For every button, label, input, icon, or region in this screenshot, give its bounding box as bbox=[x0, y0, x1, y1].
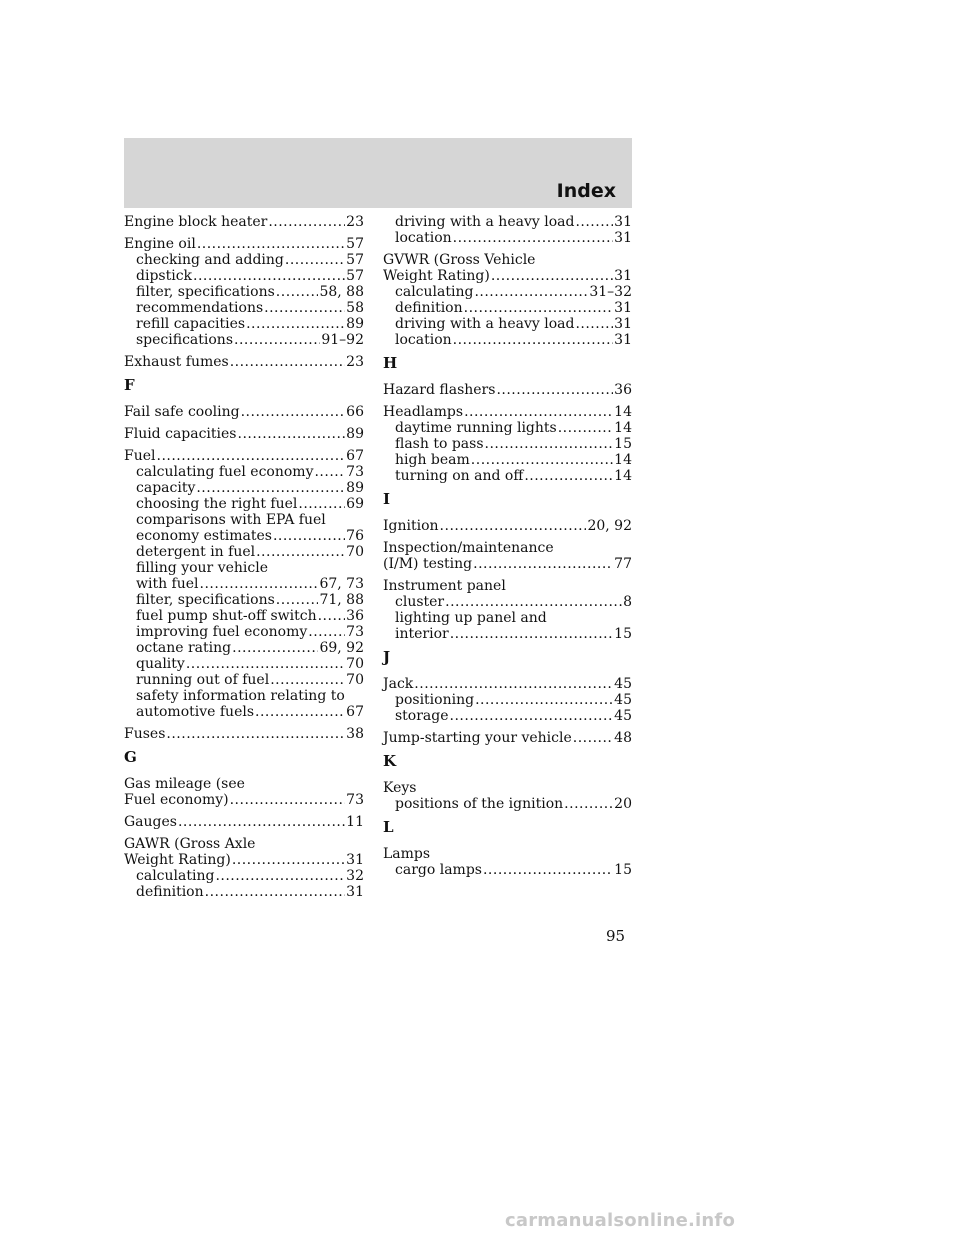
index-page-ref: 31 bbox=[346, 884, 364, 900]
dot-leader bbox=[475, 692, 613, 708]
index-term: Gas mileage (see bbox=[124, 776, 245, 792]
index-page-ref: 70 bbox=[346, 672, 364, 688]
index-term: octane rating bbox=[136, 640, 232, 656]
index-entry bbox=[124, 214, 364, 230]
dot-leader bbox=[256, 544, 345, 560]
index-page-ref: 57 bbox=[346, 252, 364, 268]
index-entry bbox=[383, 578, 632, 642]
index-page-ref: 73 bbox=[346, 624, 364, 640]
index-term: filling your vehicle bbox=[136, 560, 268, 576]
dot-leader bbox=[255, 704, 345, 720]
index-subentry-line bbox=[124, 316, 364, 332]
index-page-ref: 76 bbox=[346, 528, 364, 544]
index-subentry-line bbox=[124, 464, 364, 480]
index-term: Weight Rating) bbox=[383, 268, 490, 284]
index-page-ref: 31 bbox=[614, 268, 632, 284]
index-term: specifications bbox=[136, 332, 234, 348]
index-term: filter, specifications bbox=[136, 592, 275, 608]
index-term: Weight Rating) bbox=[124, 852, 231, 868]
dot-leader bbox=[573, 730, 613, 746]
index-term: cluster bbox=[395, 594, 445, 610]
index-subentry-line bbox=[124, 640, 364, 656]
dot-leader bbox=[246, 316, 345, 332]
section-letter: K bbox=[383, 752, 397, 770]
dot-leader bbox=[308, 624, 345, 640]
watermark: carmanualsonline.info bbox=[505, 1210, 736, 1231]
index-page-ref: 66 bbox=[346, 404, 364, 420]
section-letter: F bbox=[124, 376, 135, 394]
index-page-ref: 8 bbox=[623, 594, 632, 610]
index-term: Fluid capacities bbox=[124, 426, 237, 442]
dot-leader bbox=[186, 656, 345, 672]
index-entry-line bbox=[383, 730, 632, 746]
dot-leader bbox=[464, 300, 614, 316]
dot-leader bbox=[464, 404, 613, 420]
index-entry-line bbox=[383, 578, 632, 594]
index-page-ref: 58 bbox=[346, 300, 364, 316]
index-term: Hazard flashers bbox=[383, 382, 496, 398]
dot-leader bbox=[232, 852, 345, 868]
index-entry bbox=[124, 354, 364, 370]
dot-leader bbox=[234, 332, 320, 348]
index-entry-line bbox=[124, 404, 364, 420]
dot-leader bbox=[318, 608, 346, 624]
index-subentry-line bbox=[383, 316, 632, 332]
index-subentry-line bbox=[124, 300, 364, 316]
index-entry bbox=[124, 404, 364, 420]
index-page-ref: 69, 92 bbox=[319, 640, 364, 656]
dot-leader bbox=[197, 236, 345, 252]
index-page-ref: 20, 92 bbox=[587, 518, 632, 534]
dot-leader bbox=[314, 464, 345, 480]
index-page-ref: 11 bbox=[346, 814, 364, 830]
index-term: location bbox=[395, 230, 452, 246]
index-subentry-line bbox=[383, 332, 632, 348]
index-entry bbox=[383, 252, 632, 348]
index-entry bbox=[383, 730, 632, 746]
index-entry-line bbox=[124, 354, 364, 370]
index-subentry-line bbox=[124, 252, 364, 268]
dot-leader bbox=[575, 316, 613, 332]
dot-leader bbox=[200, 576, 319, 592]
index-entry-line bbox=[383, 556, 632, 572]
index-entry bbox=[124, 448, 364, 720]
index-page-ref: 31 bbox=[614, 230, 632, 246]
dot-leader bbox=[276, 592, 319, 608]
index-entry-line bbox=[383, 846, 632, 862]
index-page-ref: 23 bbox=[346, 214, 364, 230]
index-subentry-line bbox=[383, 300, 632, 316]
index-page-ref: 77 bbox=[614, 556, 632, 572]
index-entry-line bbox=[383, 382, 632, 398]
index-term: fuel pump shut-off switch bbox=[136, 608, 317, 624]
index-entry-line bbox=[124, 792, 364, 808]
index-term: Jack bbox=[383, 676, 414, 692]
index-term: Fuel economy) bbox=[124, 792, 229, 808]
index-column-left bbox=[124, 214, 364, 906]
dot-leader bbox=[298, 496, 345, 512]
index-page-ref: 71, 88 bbox=[319, 592, 364, 608]
section-header bbox=[124, 138, 632, 208]
index-page-ref: 15 bbox=[614, 862, 632, 878]
index-term: Engine oil bbox=[124, 236, 196, 252]
dot-leader bbox=[270, 672, 345, 688]
index-term: GAWR (Gross Axle bbox=[124, 836, 256, 852]
index-subentry-line bbox=[124, 284, 364, 300]
index-entry bbox=[383, 214, 632, 246]
index-term: safety information relating to bbox=[136, 688, 345, 704]
section-letter: L bbox=[383, 818, 394, 836]
index-subentry-line bbox=[124, 512, 364, 528]
index-subentry-line bbox=[124, 608, 364, 624]
dot-leader bbox=[496, 382, 613, 398]
dot-leader bbox=[453, 230, 614, 246]
index-entry bbox=[124, 726, 364, 742]
dot-leader bbox=[564, 796, 613, 812]
index-entry bbox=[383, 382, 632, 398]
index-entry bbox=[383, 780, 632, 812]
index-page-ref: 20 bbox=[614, 796, 632, 812]
dot-leader bbox=[440, 518, 587, 534]
dot-leader bbox=[230, 792, 346, 808]
index-term: high beam bbox=[395, 452, 470, 468]
dot-leader bbox=[414, 676, 613, 692]
index-entry-line bbox=[124, 814, 364, 830]
index-term: quality bbox=[136, 656, 185, 672]
index-subentry-line bbox=[124, 884, 364, 900]
index-subentry-line bbox=[124, 544, 364, 560]
index-page-ref: 89 bbox=[346, 316, 364, 332]
index-subentry-line bbox=[383, 692, 632, 708]
index-term: cargo lamps bbox=[395, 862, 482, 878]
index-page-ref: 70 bbox=[346, 544, 364, 560]
index-term: checking and adding bbox=[136, 252, 284, 268]
index-term: turning on and off bbox=[395, 468, 524, 484]
dot-leader bbox=[232, 640, 318, 656]
index-subentry-line bbox=[383, 610, 632, 626]
index-page-ref: 14 bbox=[614, 404, 632, 420]
index-entry-line bbox=[124, 448, 364, 464]
index-term: choosing the right fuel bbox=[136, 496, 298, 512]
index-term: calculating bbox=[395, 284, 474, 300]
index-column-right bbox=[383, 214, 632, 884]
index-term: Headlamps bbox=[383, 404, 464, 420]
dot-leader bbox=[193, 268, 345, 284]
index-entry-line bbox=[124, 236, 364, 252]
index-page-ref: 31 bbox=[614, 300, 632, 316]
dot-leader bbox=[230, 354, 345, 370]
index-subentry-line bbox=[124, 688, 364, 704]
index-term: comparisons with EPA fuel bbox=[136, 512, 326, 528]
dot-leader bbox=[474, 284, 588, 300]
index-term: Jump-starting your vehicle bbox=[383, 730, 572, 746]
index-term: Exhaust fumes bbox=[124, 354, 229, 370]
index-page-ref: 23 bbox=[346, 354, 364, 370]
index-subentry-line bbox=[124, 268, 364, 284]
dot-leader bbox=[471, 452, 613, 468]
index-page-ref: 67 bbox=[346, 448, 364, 464]
index-subentry-line bbox=[124, 528, 364, 544]
dot-leader bbox=[485, 436, 614, 452]
section-letter: J bbox=[383, 648, 391, 666]
index-term: recommendations bbox=[136, 300, 264, 316]
index-term: refill capacities bbox=[136, 316, 246, 332]
index-subentry-line bbox=[383, 230, 632, 246]
index-entry-line bbox=[383, 540, 632, 556]
index-entry bbox=[383, 404, 632, 484]
index-entry bbox=[124, 776, 364, 808]
dot-leader bbox=[273, 528, 345, 544]
dot-leader bbox=[196, 480, 345, 496]
index-subentry-line bbox=[383, 214, 632, 230]
index-page-ref: 89 bbox=[346, 480, 364, 496]
index-term: with fuel bbox=[136, 576, 199, 592]
index-subentry-line bbox=[383, 420, 632, 436]
index-term: economy estimates bbox=[136, 528, 272, 544]
index-entry-line bbox=[124, 836, 364, 852]
index-subentry-line bbox=[124, 704, 364, 720]
index-term: storage bbox=[395, 708, 449, 724]
dot-leader bbox=[445, 594, 622, 610]
index-page-ref: 67, 73 bbox=[319, 576, 364, 592]
index-page-ref: 70 bbox=[346, 656, 364, 672]
index-subentry-line bbox=[124, 560, 364, 576]
index-term: positioning bbox=[395, 692, 475, 708]
index-entry bbox=[124, 836, 364, 900]
index-term: Fuses bbox=[124, 726, 166, 742]
dot-leader bbox=[238, 426, 346, 442]
index-page-ref: 31–32 bbox=[589, 284, 632, 300]
index-term: filter, specifications bbox=[136, 284, 275, 300]
dot-leader bbox=[285, 252, 345, 268]
index-term: Inspection/maintenance bbox=[383, 540, 554, 556]
index-term: definition bbox=[395, 300, 463, 316]
dot-leader bbox=[215, 868, 345, 884]
index-term: automotive fuels bbox=[136, 704, 255, 720]
dot-leader bbox=[575, 214, 613, 230]
dot-leader bbox=[453, 332, 614, 348]
index-entry-line bbox=[383, 268, 632, 284]
index-page-ref: 31 bbox=[614, 214, 632, 230]
dot-leader bbox=[473, 556, 613, 572]
index-term: Fuel bbox=[124, 448, 156, 464]
index-term: detergent in fuel bbox=[136, 544, 256, 560]
index-term: Ignition bbox=[383, 518, 439, 534]
index-term: Engine block heater bbox=[124, 214, 268, 230]
index-subentry-line bbox=[383, 284, 632, 300]
index-term: lighting up panel and bbox=[395, 610, 547, 626]
dot-leader bbox=[524, 468, 613, 484]
index-term: positions of the ignition bbox=[395, 796, 564, 812]
index-entry-line bbox=[383, 780, 632, 796]
index-entry-line bbox=[383, 676, 632, 692]
index-page-ref: 32 bbox=[346, 868, 364, 884]
index-page-ref: 31 bbox=[614, 316, 632, 332]
index-entry bbox=[383, 518, 632, 534]
index-subentry-line bbox=[383, 862, 632, 878]
page-number: 95 bbox=[606, 927, 626, 945]
index-term: calculating bbox=[136, 868, 215, 884]
index-subentry-line bbox=[124, 496, 364, 512]
index-subentry-line bbox=[124, 576, 364, 592]
index-subentry-line bbox=[124, 592, 364, 608]
index-page-ref: 36 bbox=[614, 382, 632, 398]
index-term: dipstick bbox=[136, 268, 193, 284]
index-term: driving with a heavy load bbox=[395, 316, 575, 332]
index-page-ref: 73 bbox=[346, 464, 364, 480]
index-term: Lamps bbox=[383, 846, 431, 862]
dot-leader bbox=[558, 420, 613, 436]
index-page-ref: 67 bbox=[346, 704, 364, 720]
index-entry-line bbox=[383, 252, 632, 268]
index-entry-line bbox=[124, 426, 364, 442]
dot-leader bbox=[450, 626, 613, 642]
dot-leader bbox=[178, 814, 345, 830]
index-subentry-line bbox=[383, 796, 632, 812]
index-term: definition bbox=[136, 884, 204, 900]
index-page-ref: 45 bbox=[614, 676, 632, 692]
dot-leader bbox=[241, 404, 346, 420]
index-page-ref: 14 bbox=[614, 420, 632, 436]
index-page-ref: 57 bbox=[346, 268, 364, 284]
dot-leader bbox=[491, 268, 613, 284]
index-page-ref: 89 bbox=[346, 426, 364, 442]
section-letter: H bbox=[383, 354, 398, 372]
index-entry bbox=[124, 236, 364, 348]
index-term: interior bbox=[395, 626, 449, 642]
index-subentry-line bbox=[383, 708, 632, 724]
index-subentry-line bbox=[124, 480, 364, 496]
index-page-ref: 36 bbox=[346, 608, 364, 624]
index-entry-line bbox=[124, 852, 364, 868]
index-page-ref: 15 bbox=[614, 626, 632, 642]
index-page-ref: 45 bbox=[614, 692, 632, 708]
index-term: capacity bbox=[136, 480, 196, 496]
dot-leader bbox=[450, 708, 614, 724]
index-term: running out of fuel bbox=[136, 672, 270, 688]
index-subentry-line bbox=[124, 672, 364, 688]
index-term: Keys bbox=[383, 780, 417, 796]
dot-leader bbox=[264, 300, 345, 316]
index-term: (I/M) testing bbox=[383, 556, 473, 572]
index-term: flash to pass bbox=[395, 436, 484, 452]
index-page-ref: 48 bbox=[614, 730, 632, 746]
index-entry bbox=[383, 676, 632, 724]
index-entry-line bbox=[383, 404, 632, 420]
index-subentry-line bbox=[124, 624, 364, 640]
index-page-ref: 31 bbox=[346, 852, 364, 868]
index-subentry-line bbox=[383, 594, 632, 610]
index-entry-line bbox=[124, 214, 364, 230]
index-page-ref: 14 bbox=[614, 452, 632, 468]
index-term: Gauges bbox=[124, 814, 177, 830]
index-entry bbox=[124, 814, 364, 830]
dot-leader bbox=[166, 726, 345, 742]
index-page-ref: 31 bbox=[614, 332, 632, 348]
index-term: driving with a heavy load bbox=[395, 214, 575, 230]
index-page-ref: 58, 88 bbox=[319, 284, 364, 300]
dot-leader bbox=[483, 862, 613, 878]
index-term: Fail safe cooling bbox=[124, 404, 240, 420]
index-term: improving fuel economy bbox=[136, 624, 308, 640]
section-letter: I bbox=[383, 490, 391, 508]
index-page-ref: 45 bbox=[614, 708, 632, 724]
section-letter: G bbox=[124, 748, 137, 766]
index-subentry-line bbox=[383, 468, 632, 484]
index-subentry-line bbox=[383, 626, 632, 642]
index-term: daytime running lights bbox=[395, 420, 557, 436]
index-subentry-line bbox=[124, 656, 364, 672]
dot-leader bbox=[276, 284, 319, 300]
index-term: location bbox=[395, 332, 452, 348]
index-entry bbox=[383, 540, 632, 572]
index-page-ref: 38 bbox=[346, 726, 364, 742]
index-page-ref: 15 bbox=[614, 436, 632, 452]
index-entry bbox=[383, 846, 632, 878]
index-term: calculating fuel economy bbox=[136, 464, 314, 480]
index-entry-line bbox=[383, 518, 632, 534]
index-entry-line bbox=[124, 726, 364, 742]
dot-leader bbox=[268, 214, 345, 230]
index-term: GVWR (Gross Vehicle bbox=[383, 252, 536, 268]
index-subentry-line bbox=[124, 868, 364, 884]
index-page-ref: 91–92 bbox=[321, 332, 364, 348]
index-subentry-line bbox=[383, 452, 632, 468]
dot-leader bbox=[157, 448, 346, 464]
index-subentry-line bbox=[383, 436, 632, 452]
index-page-ref: 57 bbox=[346, 236, 364, 252]
index-subentry-line bbox=[124, 332, 364, 348]
index-entry bbox=[124, 426, 364, 442]
dot-leader bbox=[205, 884, 346, 900]
index-page-ref: 69 bbox=[346, 496, 364, 512]
section-title: Index bbox=[556, 180, 616, 202]
index-term: Instrument panel bbox=[383, 578, 506, 594]
index-page-ref: 14 bbox=[614, 468, 632, 484]
index-entry-line bbox=[124, 776, 364, 792]
index-page-ref: 73 bbox=[346, 792, 364, 808]
